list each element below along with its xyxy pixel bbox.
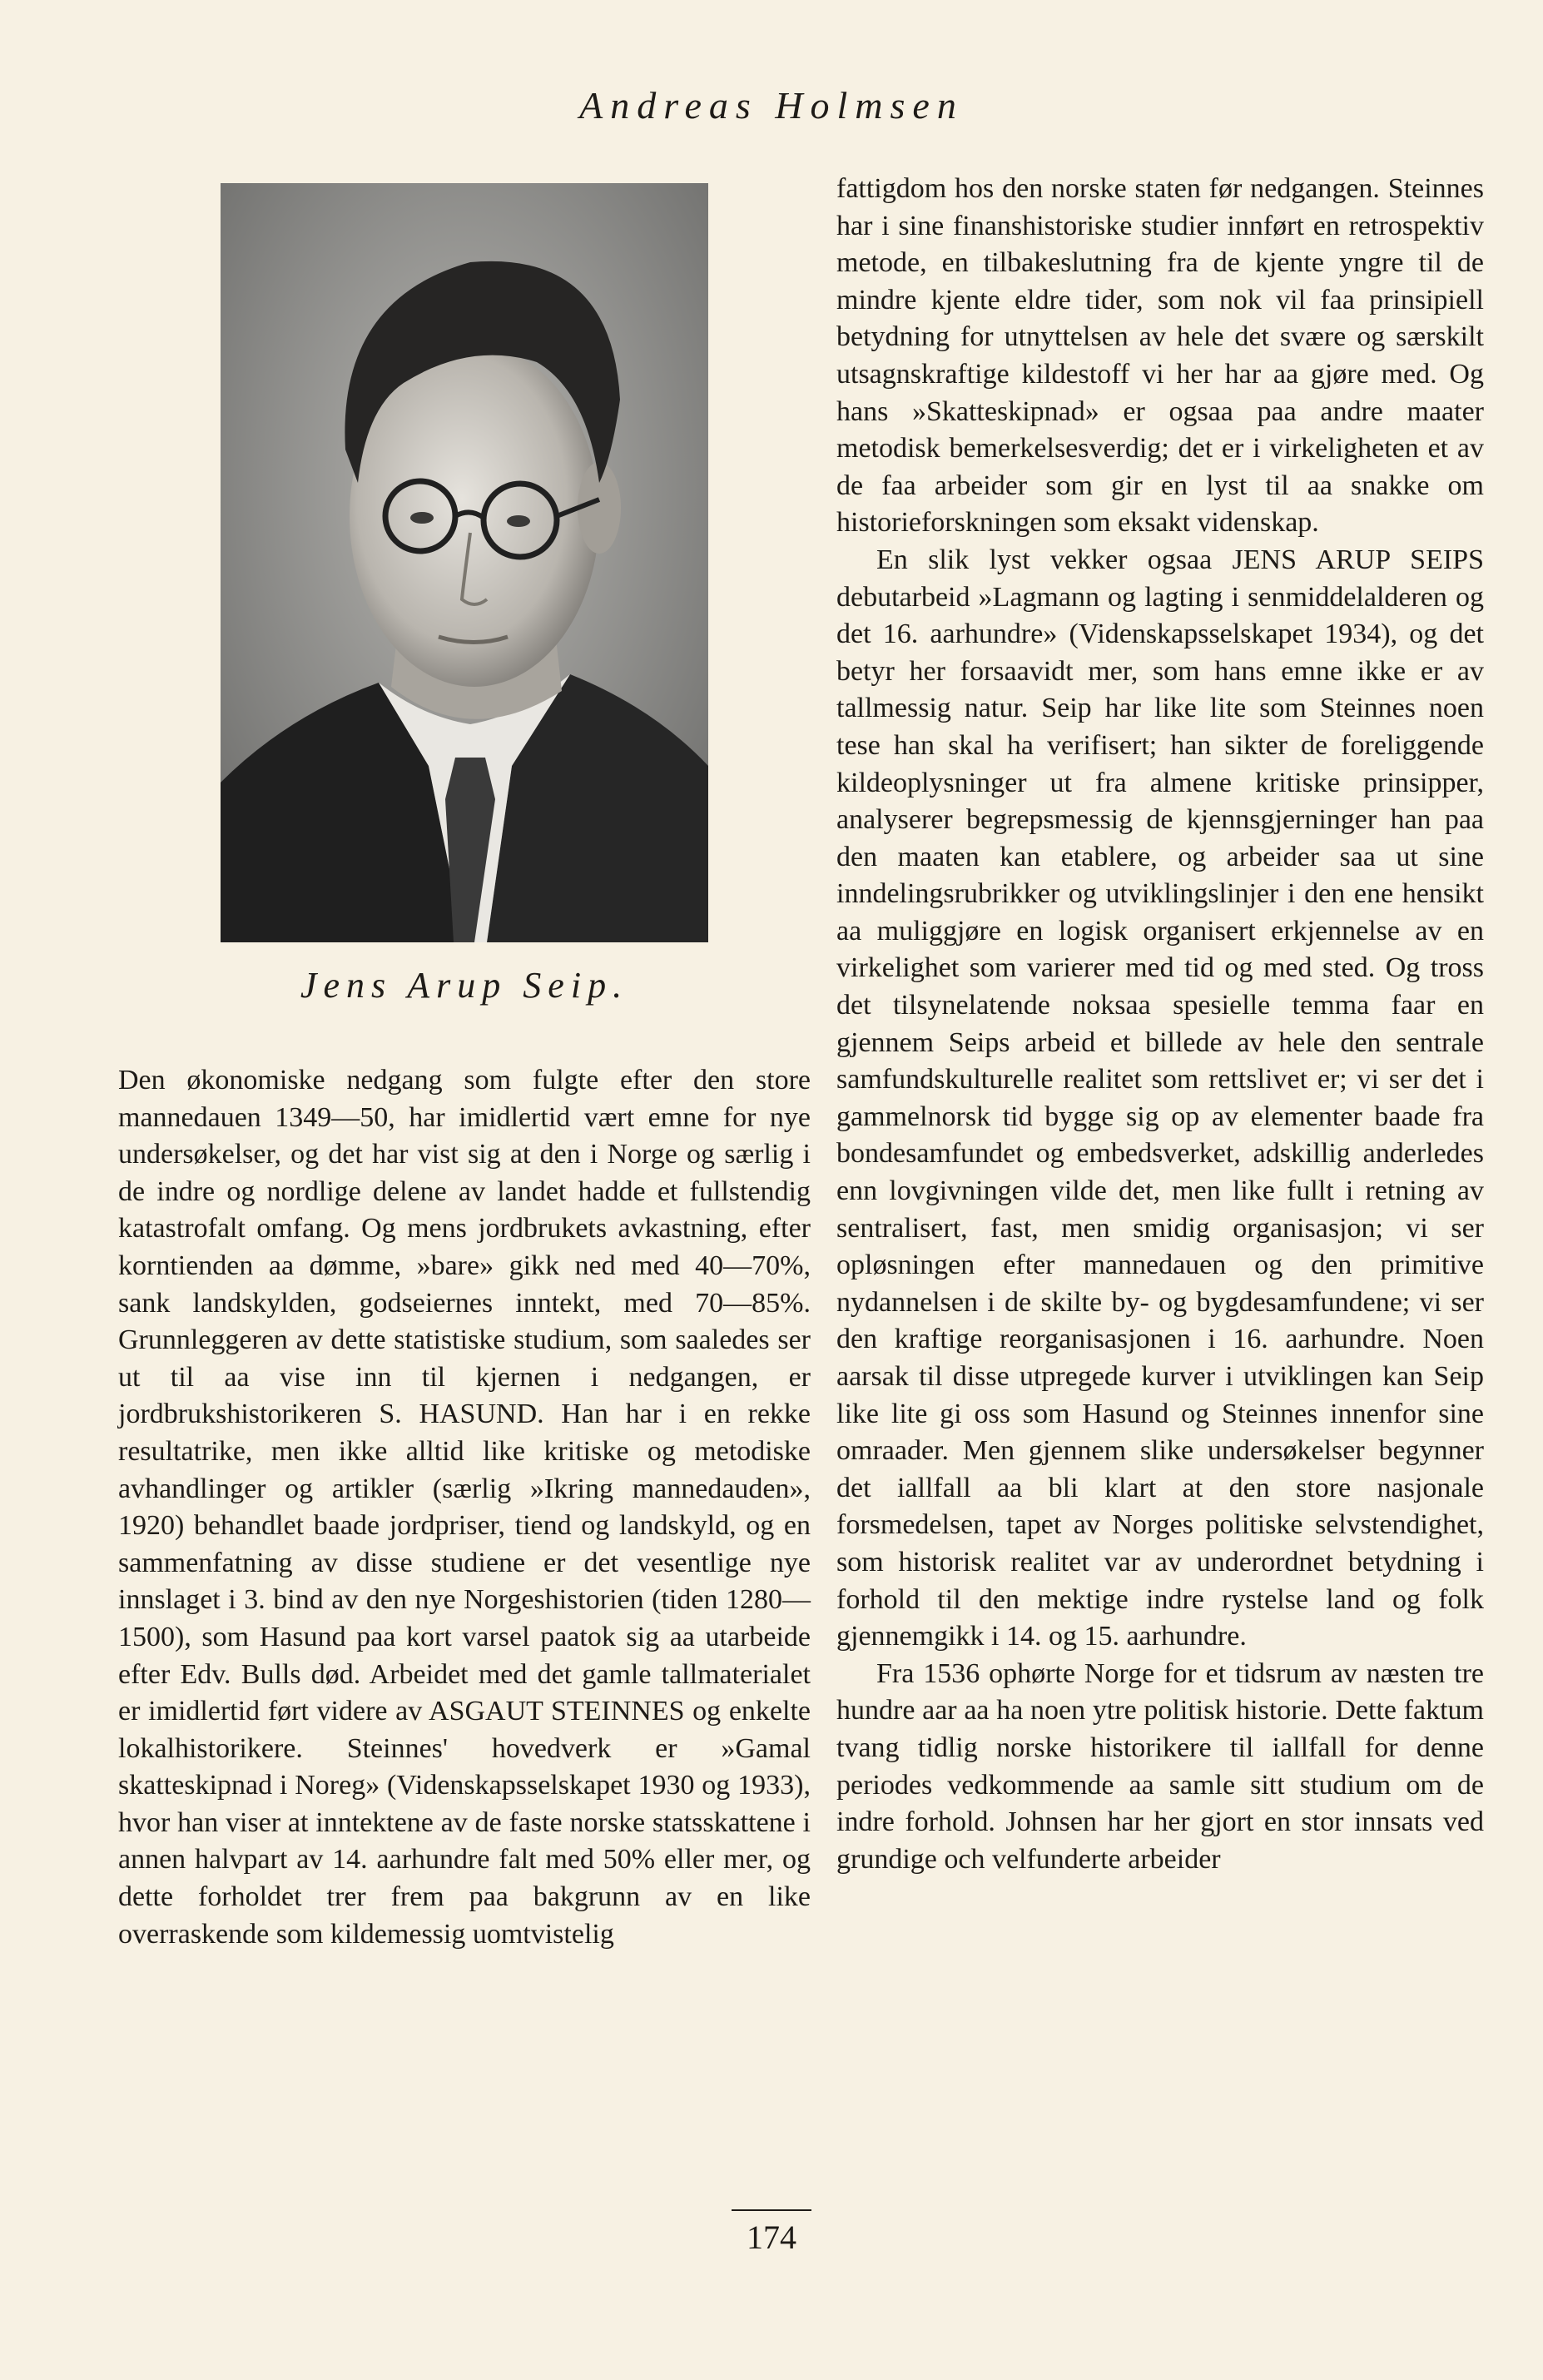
- paragraph: fattigdom hos den norske staten før nedgangen. Steinnes har i sine finanshistoriske studier innført en retrospektiv metode, en tilbakeslutning fra de kjente yngre til de mindre kjente eldre tider, som nok vil faa prinsipiell betydning for utnyttelsen av hele det svære og særskilt utsagnskraftige kildestoff vi her har aa gjøre med. Og hans »Skatteskipnad» er ogsaa paa andre maater metodisk bemerkelsesverdig; det er i virkeligheten et av de faa arbeider som gir en lyst til aa snakke om historieforskningen som eksakt videnskap.: [836, 173, 1484, 539]
- left-column: [118, 1062, 811, 1953]
- running-head: Andreas Holmsen: [579, 84, 964, 127]
- right-column: [836, 171, 1484, 1878]
- paragraph: Den økonomiske nedgang som fulgte efter den store mannedauen 1349—50, har imidlertid vært emne for nye undersøkelser, og det har vist sig at den i Norge og særlig i de indre og nordlige delene av landet hadde et fullstendig katastrofalt omfang. Og mens jordbrukets avkastning, efter korntienden aa dømme, »bare» gikk ned med 40—70%, sank landskylden, godseiernes inntekt, med 70—85%. Grunnleggeren av dette statistiske studium, som saaledes ser ut til aa vise inn til kjernen i nedgangen, er jordbrukshistorikeren S. HASUND. Han har i en rekke resultatrike, men ikke alltid like kritiske og metodiske avhandlinger og artikler (særlig »Ikring mannedauden», 1920) behandlet baade jordpriser, tiend og landskyld, og en sammenfatning av disse studiene er det vesentlige nye innslaget i 3. bind av den nye Norgeshistorien (tiden 1280—1500), som Hasund paa kort varsel paatok sig aa utarbeide efter Edv. Bulls død. Arbeidet med det gamle tallmaterialet er imidlertid ført videre av ASGAUT STEINNES og enkelte lokalhistorikere. Steinnes' hovedverk er »Gamal skatteskipnad i Noreg» (Videnskapsselskapet 1930 og 1933), hvor han viser at inntektene av de faste norske statsskattene i annen halvpart av 14. aarhundre falt med 50% eller mer, og dette forholdet trer frem paa bakgrunn av en like overraskende som kildemessig uomtvistelig: [118, 1065, 811, 1950]
- photo-caption: Jens Arup Seip.: [300, 965, 629, 1006]
- page-number: 174: [0, 2209, 1543, 2257]
- portrait-image: [221, 183, 708, 942]
- paragraph: En slik lyst vekker ogsaa JENS ARUP SEIPS debutarbeid »Lagmann og lagting i senmiddelalderen og det 16. aarhundre» (Videnskapsselskapet 1934), og det betyr her forsaavidt mer, som hans emne ikke er av tallmessig natur. Seip har like lite som Steinnes noen tese han skal ha verifisert; han sikter de foreliggende kildeoplysninger ut fra almene kritiske prinsipper, analyserer begrepsmessig de kjennsgjerninger han paa den maaten kan etablere, og arbeider saa ut sine inndelingsrubrikker og utviklingslinjer i den ene hensikt aa muliggjøre en logisk organisert erkjennelse av en virkelighet som varierer med tid og med sted. Og tross det tilsynelatende noksaa spesielle temma faar en gjennem Seips arbeid et billede av hele den sentrale samfundskulturelle realitet som rettslivet er; vi ser det i gammelnorsk tid bygge sig op av elementer baade fra bondesamfundet og embedsverket, adskillig anderledes enn lovgivningen vilde det, men like fullt i retning av sentralisert, fast, men smidig organisasjon; vi ser opløsningen efter mannedauen og den primitive nydannelsen i de skilte by- og bygdesamfundene; vi ser den kraftige reorganisasjonen i 16. aarhundre. Noen aarsak til disse utpregede kurver i utviklingen kan Seip like lite gi oss som Hasund og Steinnes innenfor sine omraader. Men gjennem slike undersøkelser begynner det iallfall aa bli klart at den store nasjonale forsmedelsen, tapet av Norges politiske selvstendighet, som historisk realitet var av underordnet betydning i forhold til den mektige indre rystelse land og folk gjennemgikk i 14. og 15. aarhundre.: [836, 544, 1484, 1652]
- paragraph: Fra 1536 ophørte Norge for et tidsrum av næsten tre hundre aar aa ha noen ytre politisk historie. Dette faktum tvang tidlig norske historikere til iallfall for denne periodes vedkommende aa samle sitt studium om de indre forhold. Johnsen har her gjort en stor innsats ved grundige och velfunderte arbeider: [836, 1657, 1484, 1875]
- portrait-photo: [221, 183, 708, 942]
